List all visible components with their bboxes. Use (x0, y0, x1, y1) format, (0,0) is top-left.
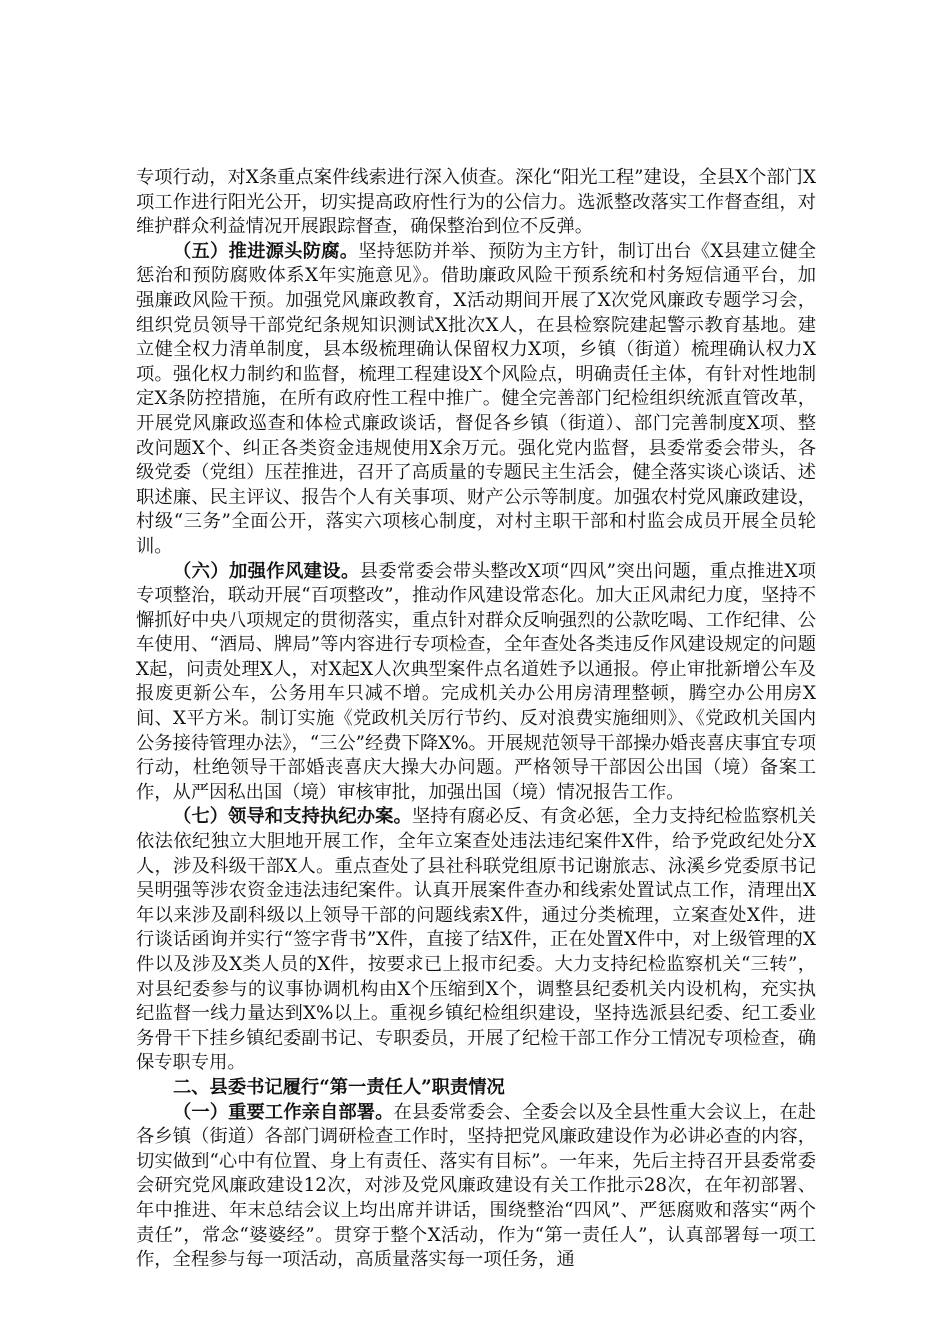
paragraph-5-heading: （一）重要工作亲自部署。 (173, 1101, 394, 1123)
paragraph-3 (136, 560, 816, 806)
paragraph-2-heading: （五）推进源头防腐。 (173, 240, 359, 262)
paragraph-4-heading: （七）领导和支持执纪办案。 (173, 806, 412, 828)
paragraph-3-heading: （六）加强作风建设。 (173, 560, 360, 582)
paragraph-4-body: 坚持有腐必反、有贪必惩，全力支持纪检监察机关依法依纪独立大胆地开展工作，全年立案查处违法违纪案件X件，给予党政纪处分X人，涉及科级干部X人。重点查处了县社科联党组原书记谢旅志、泳溪乡党委原书记吴明强等涉农资金违法违纪案件。认真开展案件查办和线索处置试点工作，清理出X年以来涉及副科级以上领导干部的问题线索X件，通过分类梳理，立案查处X件，进行谈话函询并实行“签字背书”X件，直接了结X件，正在处置X件中，对上级管理的X件以及涉及X类人员的X件，按要求已上报市纪委。大力支持纪检监察机关“三转”，对县纪委参与的议事协调机构由X个压缩到X个，调整县纪委机关内设机构，充实执纪监督一线力量达到X%以上。重视乡镇纪检组织建设，坚持选派县纪委、纪工委业务骨干下挂乡镇纪委副书记、专职委员，开展了纪检干部工作分工情况专项检查，确保专职专用。 (136, 806, 817, 1074)
paragraph-2-body: 坚持惩防并举、预防为主方针，制订出台《X县建立健全惩治和预防腐败体系X年实施意见》。借助廉政风险干预系统和村务短信通平台，加强廉政风险干预。加强党风廉政教育，X活动期间开展了X次党风廉政专题学习会，组织党员领导干部党纪条规知识测试X批次X人，在县检察院建起警示教育基地。建立健全权力清单制度，县本级梳理确认保留权力X项，乡镇（街道）梳理确认权力X项。强化权力制约和监督，梳理工程建设X个风险点，明确责任主体，有针对性地制定X条防控措施，在所有政府性工程中推广。健全完善部门纪检组织统派直管改革，开展党风廉政巡查和体检式廉政谈话，督促各乡镇（街道）、部门完善制度X项、整改问题X个、纠正各类资金违规使用X余万元。强化党内监督，县委常委会带头，各级党委（党组）压茬推进，召开了高质量的专题民主生活会，健全落实谈心谈话、述职述廉、民主评议、报告个人有关事项、财产公示等制度。加强农村党风廉政建设，村级“三务”全面公开，落实六项核心制度，对村主职干部和村监会成员开展全员轮训。 (136, 240, 817, 557)
paragraph-3-body: 县委常委会带头整改X项“四风”突出问题，重点推进X项专项整治，联动开展“百项整改”，推动作风建设常态化。加大正风肃纪力度，坚持不懈抓好中央八项规定的贯彻落实，重点针对群众反响强烈的公款吃喝、工作纪律、公车使用、“酒局、牌局”等内容进行专项检查，全年查处各类违反作风建设规定的问题X起，问责处理X人，对X起X人次典型案件点名道姓予以通报。停止审批新增公车及报废更新公车，公务用车只减不增。完成机关办公用房清理整顿，腾空办公用房X间、X平方米。制订实施《党政机关厉行节约、反对浪费实施细则》、《党政机关国内公务接待管理办法》，“三公”经费下降X%。开展规范领导干部操办婚丧喜庆事宜专项行动，杜绝领导干部婚丧喜庆大操大办问题。严格领导干部因公出国（境）备案工作，从严因私出国（境）审核审批，加强出国（境）情况报告工作。 (136, 560, 816, 803)
paragraph-4 (136, 805, 816, 1076)
paragraph-1-body: 专项行动，对X条重点案件线索进行深入侦查。深化“阳光工程”建设，全县X个部门X项工作进行阳光公开，切实提高政府性行为的公信力。选派整改落实工作督查组，对维护群众利益情况开展跟踪督查，确保整治到位不反弹。 (136, 167, 816, 238)
paragraph-2 (136, 240, 816, 560)
paragraph-5 (136, 1101, 816, 1273)
paragraph-5-body: 在县委常委会、全委会以及全县性重大会议上，在赴各乡镇（街道）各部门调研检查工作时，坚持把党风廉政建设作为必讲必查的内容，切实做到“心中有位置、身上有责任、落实有目标”。一年来，先后主持召开县委常委会研究党风廉政建设12次，对涉及党风廉政建设有关工作批示28次，在年初部署、年中推进、年末总结会议上均出席并讲话，围绕整治“四风”、严惩腐败和落实“两个责任”，常念“婆婆经”。贯穿于整个X活动，作为“第一责任人”，认真部署每一项工作，全程参与每一项活动，高质量落实每一项任务，通 (136, 1101, 817, 1271)
section-heading (136, 1076, 816, 1101)
section-heading-text: 二、县委书记履行“第一责任人”职责情况 (173, 1076, 505, 1098)
paragraph-1 (136, 166, 816, 240)
